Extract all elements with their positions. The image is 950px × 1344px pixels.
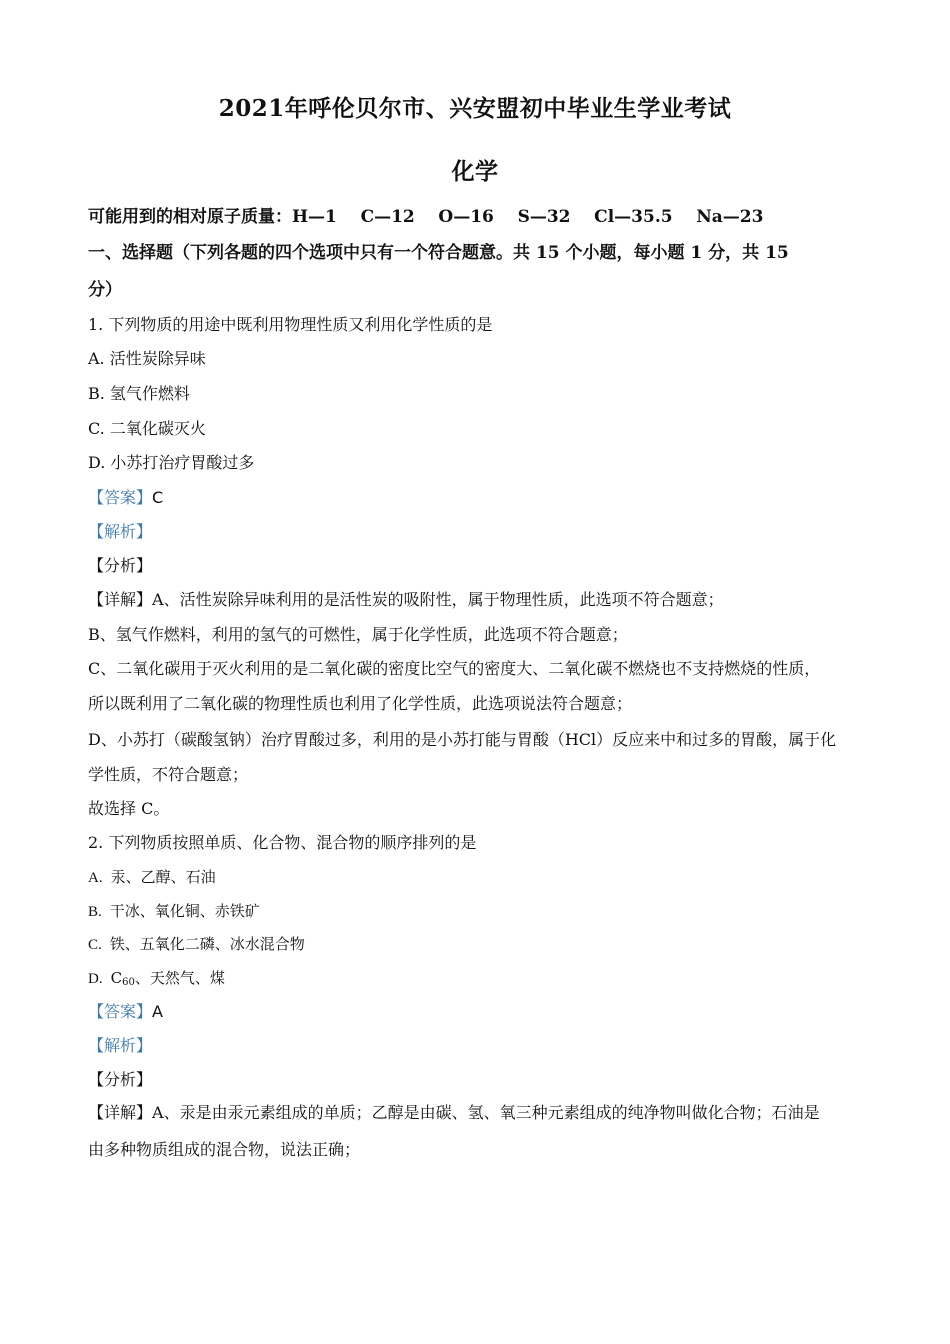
- q2-fenxi-label: 【分析】: [88, 1070, 153, 1089]
- subject-title: 化学: [451, 158, 499, 185]
- q2-option-a: A. 汞、乙醇、石油: [88, 868, 216, 886]
- section-heading-line2: 分）: [88, 280, 122, 300]
- q2-detail-label: 【详解】: [88, 1103, 153, 1122]
- q2-option-d: D. $C_{60}$、天然气、煤: [88, 969, 225, 988]
- q2-analysis-label: 【解析】: [88, 1036, 153, 1055]
- q2-option-c: C. 铁、五氧化二磷、冰水混合物: [88, 935, 305, 953]
- q1-detail-line-1: 【详解】A、活性炭除异味利用的是活性炭的吸附性，属于物理性质，此选项不符合题意；: [88, 590, 724, 609]
- q1-stem: 1. 下列物质的用途中既利用物理性质又利用化学性质的是: [88, 315, 493, 334]
- q1-detail-line-7: 故选择 C。: [88, 799, 170, 818]
- q1-detail-line-6: 学性质，不符合题意；: [88, 765, 249, 784]
- section-heading-line1: 一、选择题（下列各题的四个选项中只有一个符合题意。共 15 个小题，每小题 1 分，共 15: [88, 243, 789, 263]
- atomic-masses: 可能用到的相对原子质量：H—1 C—12 O—16 S—32 Cl—35.5 Na—23: [88, 207, 764, 227]
- q1-option-b: B. 氢气作燃料: [88, 384, 190, 403]
- q1-detail-line-3: C、二氧化碳用于灭火利用的是二氧化碳的密度比空气的密度大、二氧化碳不燃烧也不支持燃烧的性质，: [88, 659, 821, 678]
- q1-detail-line-4: 所以既利用了二氧化碳的物理性质也利用了化学性质，此选项说法符合题意；: [88, 694, 633, 713]
- exam-title: 2021年呼伦贝尔市、兴安盟初中毕业生学业考试: [218, 95, 732, 122]
- q2-answer-label: 【答案】: [88, 1002, 153, 1021]
- q2-answer: [88, 1001, 868, 1023]
- q2-option-b: B. 干冰、氧化铜、赤铁矿: [88, 902, 260, 920]
- q1-option-d: D. 小苏打治疗胃酸过多: [88, 453, 255, 472]
- q1-detail-line-2: B、氢气作燃料，利用的氢气的可燃性，属于化学性质，此选项不符合题意；: [88, 625, 628, 644]
- q1-detail-label: 【详解】: [88, 590, 153, 609]
- q1-analysis-label: 【解析】: [88, 522, 153, 541]
- q2-detail-line-1: 【详解】A、汞是由汞元素组成的单质；乙醇是由碳、氢、氧三种元素组成的纯净物叫做化合物；石油是: [88, 1103, 820, 1122]
- q1-answer-label: 【答案】: [88, 488, 153, 507]
- q2-answer-value: A: [152, 1002, 163, 1021]
- q1-option-c: C. 二氧化碳灭火: [88, 419, 206, 438]
- q1-answer-value: C: [152, 488, 164, 507]
- q1-answer: [88, 487, 868, 509]
- q2-stem: 2. 下列物质按照单质、化合物、混合物的顺序排列的是: [88, 833, 477, 852]
- q1-detail-line-5: D、小苏打（碳酸氢钠）治疗胃酸过多，利用的是小苏打能与胃酸（HCl）反应来中和过多的胃酸，属于化: [88, 730, 837, 749]
- q2-detail-line-2: 由多种物质组成的混合物，说法正确；: [88, 1140, 361, 1159]
- q1-option-a: A. 活性炭除异味: [88, 349, 206, 368]
- q1-fenxi-label: 【分析】: [88, 556, 153, 575]
